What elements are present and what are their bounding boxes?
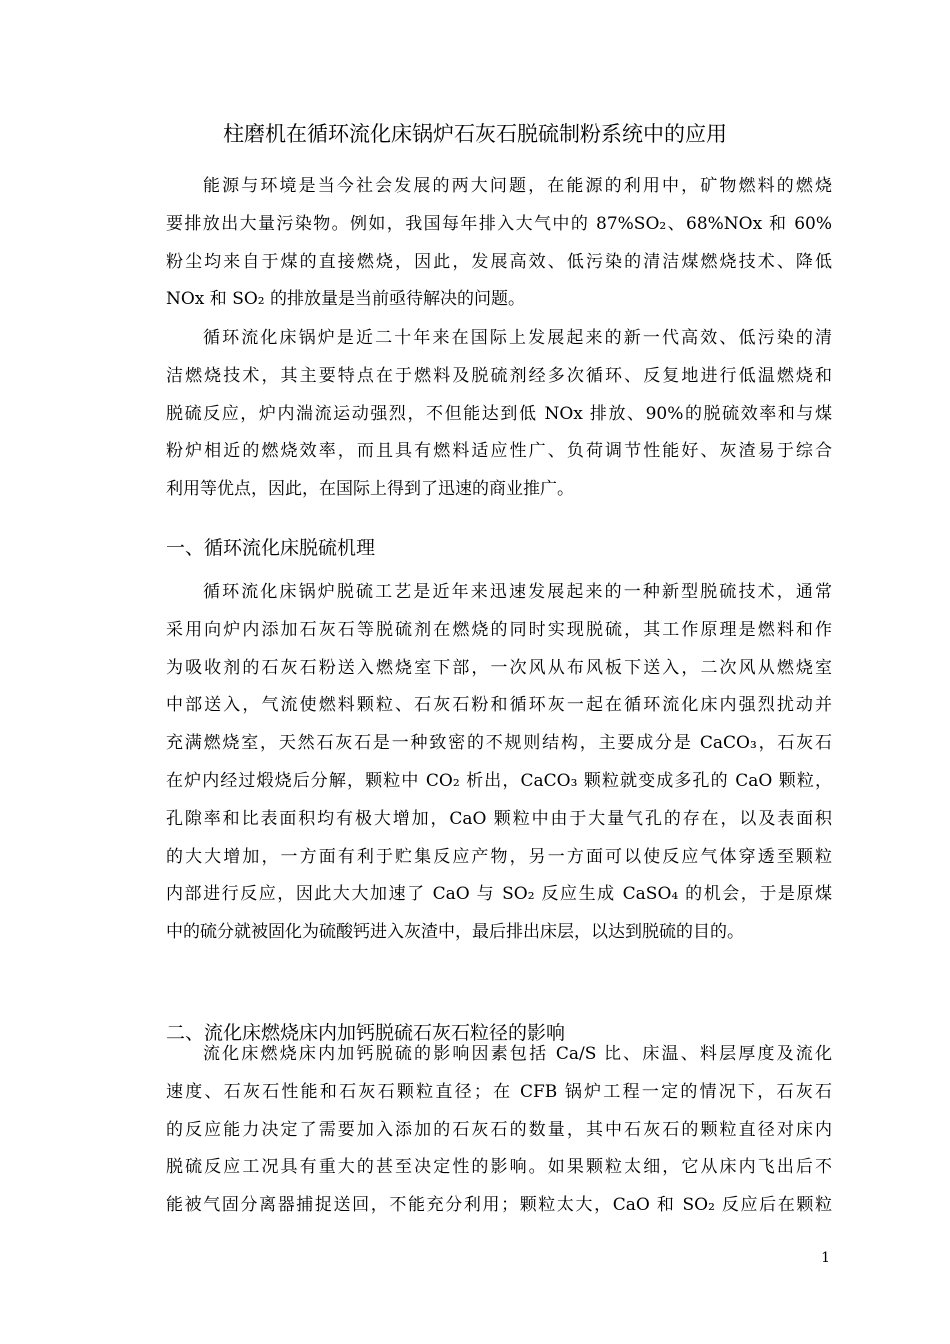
text-line: 孔隙率和比表面积均有极大增加，CaO 颗粒中由于大量气孔的存在，以及表面积	[166, 808, 832, 829]
text-line: 中部送入，气流使燃料颗粒、石灰石粉和循环灰一起在循环流化床内强烈扰动并	[166, 695, 832, 716]
text-line: 在炉内经过煅烧后分解，颗粒中 CO₂ 析出，CaCO₃ 颗粒就变成多孔的 CaO 颗粒，	[166, 770, 832, 791]
text-line: 脱硫反应工况具有重大的甚至决定性的影响。如果颗粒太细，它从床内飞出后不	[166, 1157, 832, 1178]
text-line: 循环流化床锅炉是近二十年来在国际上发展起来的新一代高效、低污染的清	[203, 328, 832, 348]
text-line: 脱硫反应，炉内湍流运动强烈，不但能达到低 NOx 排放、90%的脱硫效率和与煤	[166, 403, 832, 424]
text-line: 能被气固分离器捕捉送回，不能充分利用；颗粒太大，CaO 和 SO₂ 反应后在颗粒	[166, 1195, 832, 1216]
text-line: 中的硫分就被固化为硫酸钙进入灰渣中，最后排出床层，以达到脱硫的目的。	[166, 922, 744, 943]
intro-paragraph-1	[166, 168, 832, 319]
document-title: 柱磨机在循环流化床锅炉石灰石脱硫制粉系统中的应用	[223, 122, 727, 146]
text-line: 的反应能力决定了需要加入添加的石灰石的数量，其中石灰石的颗粒直径对床内	[166, 1119, 832, 1140]
text-line: NOx 和 SO₂ 的排放量是当前亟待解决的问题。	[166, 289, 526, 310]
text-line: 利用等优点，因此，在国际上得到了迅速的商业推广。	[166, 479, 574, 500]
text-line: 为吸收剂的石灰石粉送入燃烧室下部，一次风从布风板下送入，二次风从燃烧室	[166, 657, 832, 678]
section-heading-1: 一、循环流化床脱硫机理	[166, 537, 376, 559]
text-line: 要排放出大量污染物。例如，我国每年排入大气中的 87%SO₂、68%NOx 和 60%	[166, 213, 832, 234]
page-number: 1	[821, 1250, 830, 1266]
text-line: 能源与环境是当今社会发展的两大问题，在能源的利用中，矿物燃料的燃烧	[203, 176, 832, 196]
text-line: 流化床燃烧床内加钙脱硫的影响因素包括 Ca/S 比、床温、料层厚度及流化	[203, 1044, 832, 1064]
text-line: 内部进行反应，因此大大加速了 CaO 与 SO₂ 反应生成 CaSO₄ 的机会，于是原煤	[166, 884, 832, 905]
text-line: 速度、石灰石性能和石灰石颗粒直径；在 CFB 锅炉工程一定的情况下，石灰石	[166, 1081, 832, 1102]
text-line: 洁燃烧技术，其主要特点在于燃料及脱硫剂经多次循环、反复地进行低温燃烧和	[166, 365, 832, 386]
text-line: 粉尘均来自于煤的直接燃烧，因此，发展高效、低污染的清洁煤燃烧技术、降低	[166, 251, 832, 272]
intro-paragraph-2	[166, 320, 832, 509]
text-line: 循环流化床锅炉脱硫工艺是近年来迅速发展起来的一种新型脱硫技术，通常	[203, 582, 832, 602]
text-line: 采用向炉内添加石灰石等脱硫剂在燃烧的同时实现脱硫，其工作原理是燃料和作	[166, 619, 832, 640]
text-line: 粉炉相近的燃烧效率，而且具有燃料适应性广、负荷调节性能好、灰渣易于综合	[166, 441, 832, 462]
section-heading-2: 二、流化床燃烧床内加钙脱硫石灰石粒径的影响	[166, 1022, 566, 1044]
section-1-paragraph	[166, 574, 832, 952]
text-line: 的大大增加，一方面有利于贮集反应产物，另一方面可以使反应气体穿透至颗粒	[166, 846, 832, 867]
section-2-paragraph	[166, 1036, 832, 1225]
text-line: 充满燃烧室，天然石灰石是一种致密的不规则结构，主要成分是 CaCO₃，石灰石	[166, 733, 832, 754]
